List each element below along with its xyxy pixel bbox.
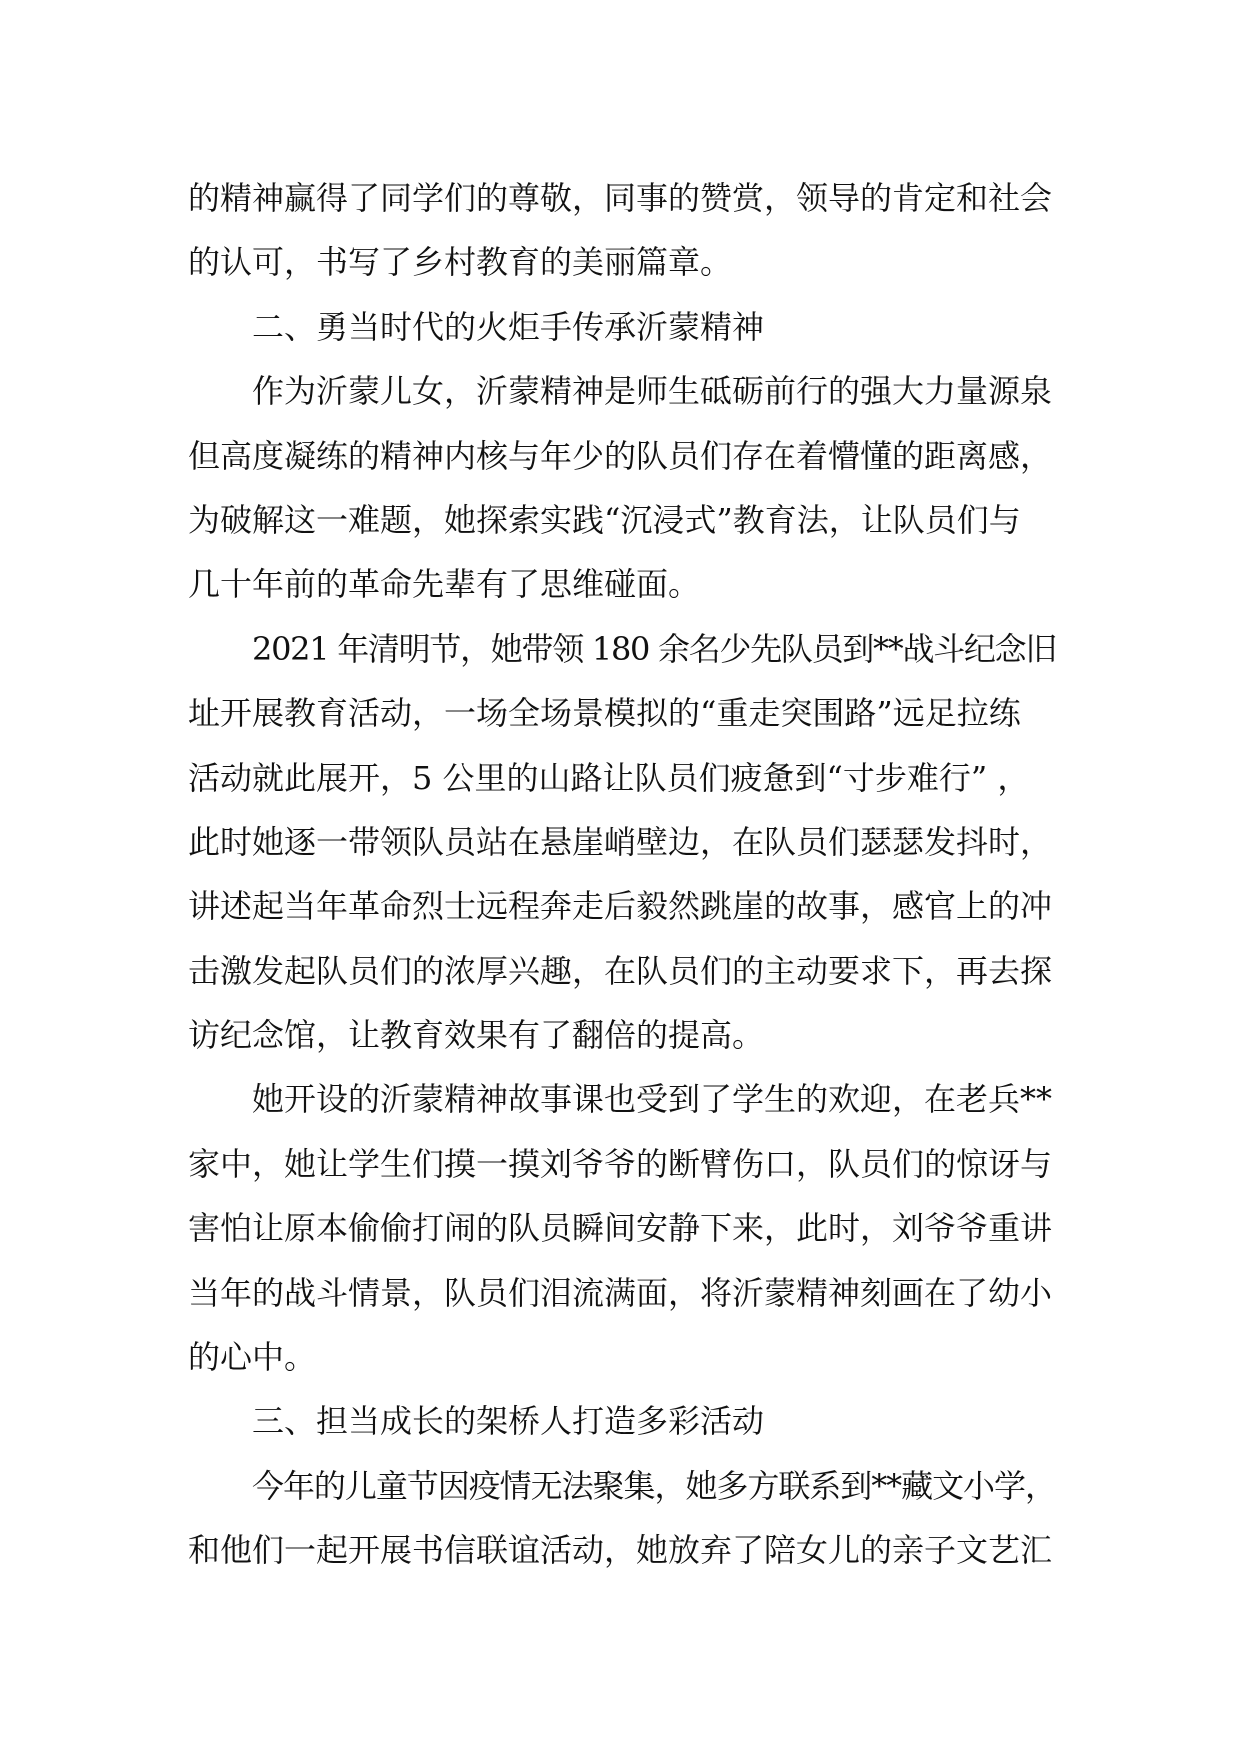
- text-line: 但高度凝练的精神内核与年少的队员们存在着懵懂的距离感，: [188, 436, 1053, 475]
- text-line: 此时她逐一带领队员站在悬崖峭壁边，在队员们瑟瑟发抖时，: [188, 822, 1053, 861]
- text-line: 的精神赢得了同学们的尊敬，同事的赞赏，领导的肯定和社会: [188, 179, 1053, 217]
- text-line: 讲述起当年革命烈士远程奔走后毅然跳崖的故事，感官上的冲: [188, 887, 1053, 926]
- document-body: [188, 166, 1056, 1583]
- text-line: 害怕让原本偷偷打闹的队员瞬间安静下来，此时，刘爷爷重讲: [188, 1209, 1053, 1248]
- text-line: 她开设的沂蒙精神故事课也受到了学生的欢迎，在老兵**: [252, 1080, 1053, 1119]
- text-line: 活动就此展开，5 公里的山路让队员们疲惫到“寸步难行” ，: [188, 758, 1030, 797]
- text-line: 的心中。: [188, 1338, 317, 1377]
- section-heading: 三、担当成长的架桥人打造多彩活动: [252, 1402, 765, 1441]
- text-line: 今年的儿童节因疫情无法聚集，她多方联系到**藏文小学，: [252, 1466, 1056, 1505]
- section-heading: 二、勇当时代的火炬手传承沂蒙精神: [252, 307, 765, 346]
- text-line: 的认可，书写了乡村教育的美丽篇章。: [188, 243, 733, 282]
- text-line: 2021 年清明节，她带领 180 余名少先队员到**战斗纪念旧: [252, 629, 1057, 668]
- text-line: 击激发起队员们的浓厚兴趣，在队员们的主动要求下，再去探: [188, 951, 1053, 990]
- text-line: 和他们一起开展书信联谊活动，她放弃了陪女儿的亲子文艺汇: [188, 1531, 1053, 1570]
- text-line: 作为沂蒙儿女，沂蒙精神是师生砥砺前行的强大力量源泉: [252, 372, 1053, 411]
- text-line: 几十年前的革命先辈有了思维碰面。: [188, 565, 701, 604]
- text-line: 当年的战斗情景，队员们泪流满面，将沂蒙精神刻画在了幼小: [188, 1273, 1053, 1312]
- text-line: 访纪念馆，让教育效果有了翻倍的提高。: [188, 1016, 765, 1055]
- text-line: 家中，她让学生们摸一摸刘爷爷的断臂伤口，队员们的惊讶与: [188, 1144, 1053, 1183]
- text-line: 为破解这一难题，她探索实践“沉浸式”教育法，让队员们与: [188, 500, 1021, 539]
- text-line: 址开展教育活动，一场全场景模拟的“重走突围路”远足拉练: [188, 694, 1021, 733]
